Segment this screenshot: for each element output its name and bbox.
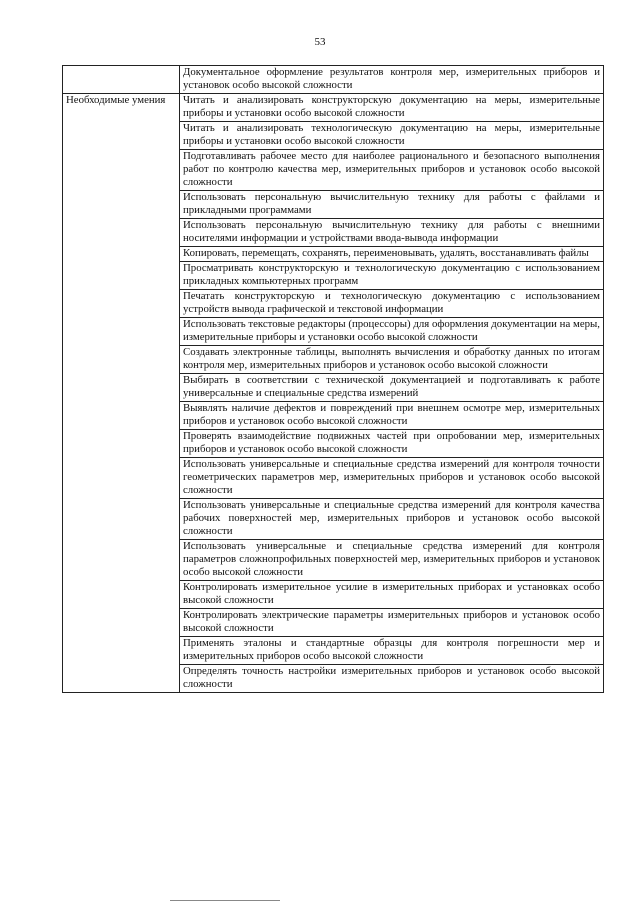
skill-item: Читать и анализировать технологическую документацию на меры, измерительные приборы и установки особо высокой сложности bbox=[180, 122, 604, 150]
page-number: 53 bbox=[314, 36, 326, 48]
section-label: Необходимые умения bbox=[63, 94, 180, 693]
documentation-cell: Документальное оформление результатов контроля мер, измерительных приборов и установок особо высокой сложности bbox=[180, 66, 604, 94]
skill-item: Использовать универсальные и специальные средства измерений для контроля точности геометрических параметров мер, измерительных приборов и установок особо высокой сложности bbox=[180, 458, 604, 499]
table-row bbox=[63, 66, 604, 94]
table-row bbox=[63, 94, 604, 122]
skill-item: Использовать универсальные и специальные средства измерений для контроля качества рабочих поверхностей мер, измерительных приборов и установок особо высокой сложности bbox=[180, 499, 604, 540]
skill-item: Использовать персональную вычислительную технику для работы с внешними носителями информации и устройствами ввода-вывода информации bbox=[180, 219, 604, 247]
skill-item: Выявлять наличие дефектов и повреждений при внешнем осмотре мер, измерительных приборов и установок особо высокой сложности bbox=[180, 402, 604, 430]
skill-item: Подготавливать рабочее место для наиболее рационального и безопасного выполнения работ по контролю качества мер, измерительных приборов и установок особо высокой сложности bbox=[180, 150, 604, 191]
skill-item: Просматривать конструкторскую и технологическую документацию с использованием прикладных компьютерных программ bbox=[180, 262, 604, 290]
empty-label-cell bbox=[63, 66, 180, 94]
skills-table-body bbox=[63, 66, 604, 693]
skill-item: Печатать конструкторскую и технологическую документацию с использованием устройств вывода графической и текстовой информации bbox=[180, 290, 604, 318]
skill-item: Использовать персональную вычислительную технику для работы с файлами и прикладными программами bbox=[180, 191, 604, 219]
skill-item: Использовать универсальные и специальные средства измерений для контроля параметров сложнопрофильных поверхностей мер, измерительных приборов и установок особо высокой сложности bbox=[180, 540, 604, 581]
skill-item: Применять эталоны и стандартные образцы для контроля погрешности мер и измерительных приборов особо высокой сложности bbox=[180, 637, 604, 665]
scan-artifact-line bbox=[170, 900, 280, 901]
skill-item: Копировать, перемещать, сохранять, переименовывать, удалять, восстанавливать файлы bbox=[180, 247, 604, 262]
skill-item: Проверять взаимодействие подвижных частей при опробовании мер, измерительных приборов и установок особо высокой сложности bbox=[180, 430, 604, 458]
skill-item: Определять точность настройки измерительных приборов и установок особо высокой сложности bbox=[180, 665, 604, 693]
skill-item: Контролировать измерительное усилие в измерительных приборах и установках особо высокой сложности bbox=[180, 581, 604, 609]
skill-item: Контролировать электрические параметры измерительных приборов и установок особо высокой сложности bbox=[180, 609, 604, 637]
skills-table bbox=[62, 65, 604, 693]
skill-item: Читать и анализировать конструкторскую документацию на меры, измерительные приборы и установки особо высокой сложности bbox=[180, 94, 604, 122]
skill-item: Использовать текстовые редакторы (процессоры) для оформления документации на меры, измерительные приборы и установки особо высокой сложности bbox=[180, 318, 604, 346]
skill-item: Выбирать в соответствии с технической документацией и подготавливать к работе универсальные и специальные средства измерений bbox=[180, 374, 604, 402]
skill-item: Создавать электронные таблицы, выполнять вычисления и обработку данных по итогам контроля мер, измерительных приборов и установок особо высокой сложности bbox=[180, 346, 604, 374]
